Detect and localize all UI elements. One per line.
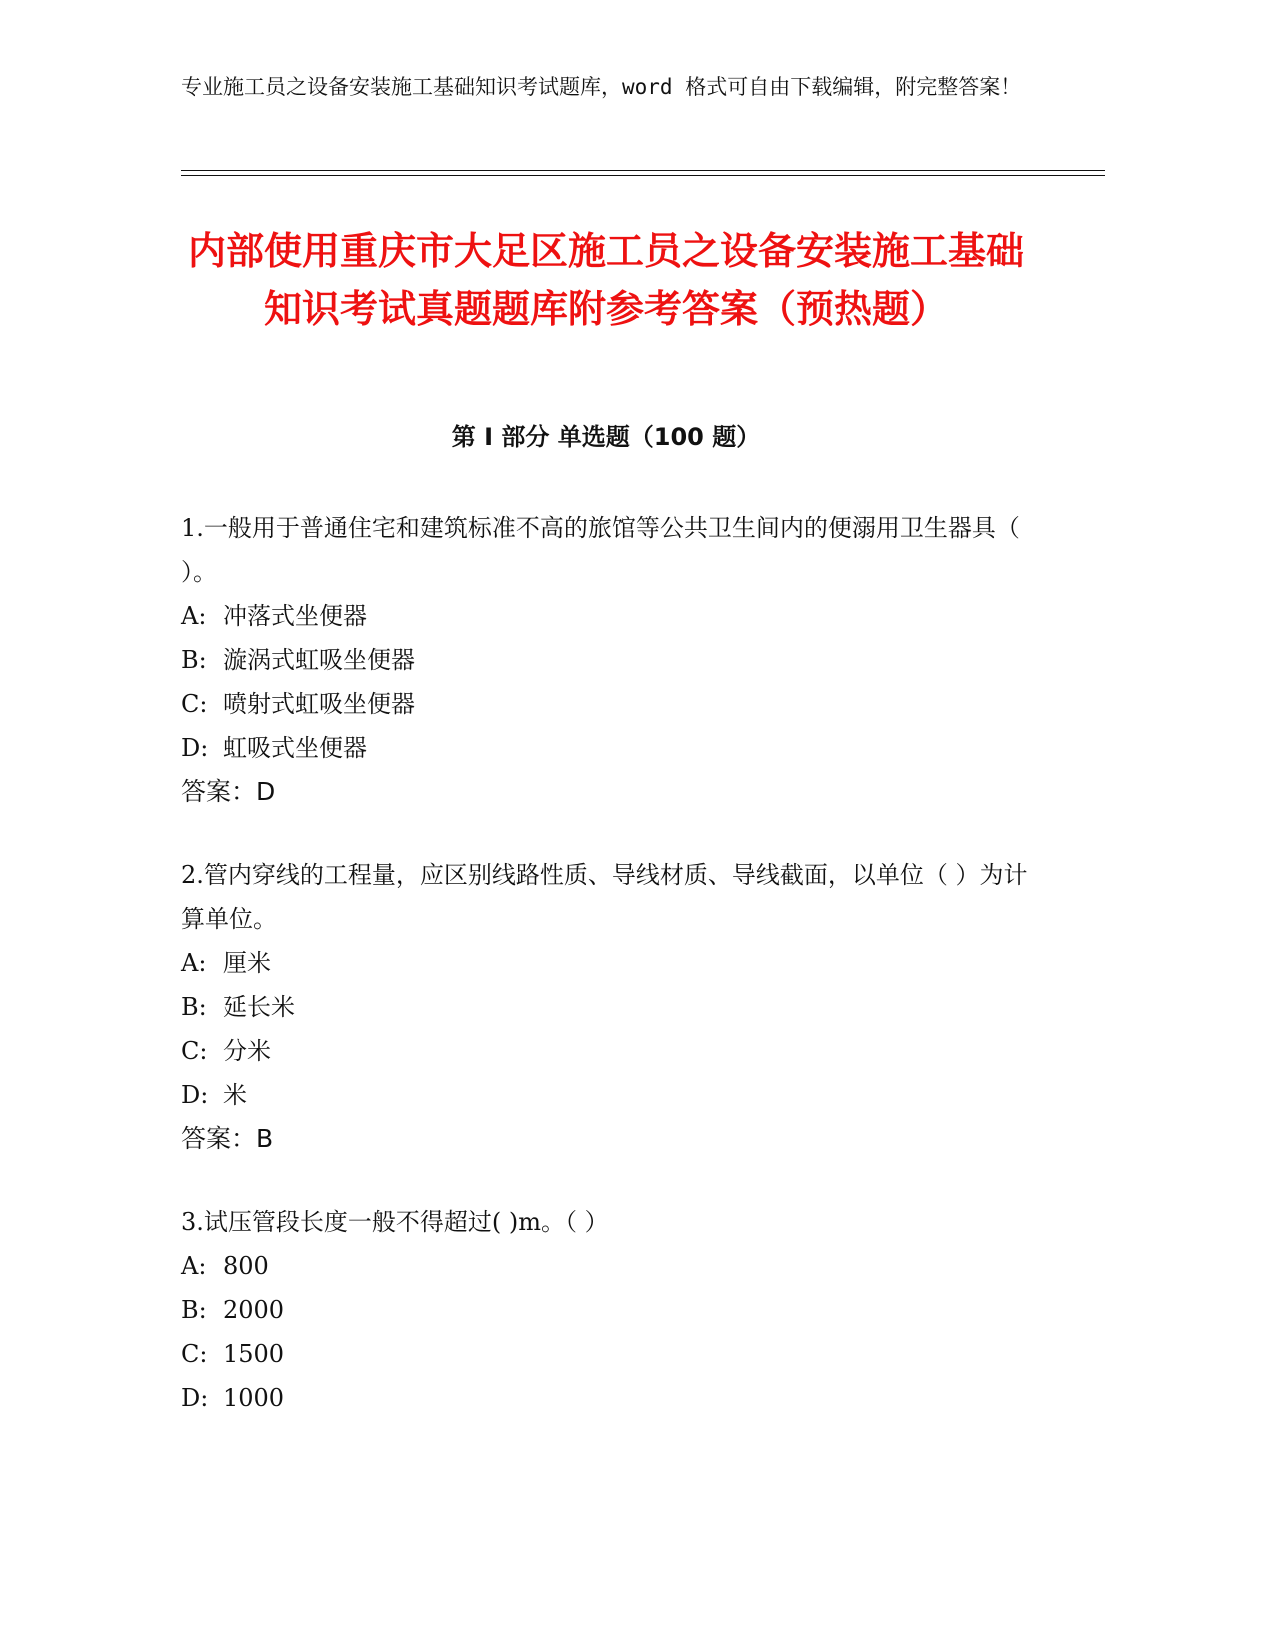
option-text: 分米 [223,1037,271,1065]
option-text: 漩涡式虹吸坐便器 [223,646,415,674]
question-3 [181,1200,1031,1420]
option-text: 冲落式坐便器 [223,602,367,630]
document-title: 内部使用重庆市大足区施工员之设备安装施工基础知识考试真题题库附参考答案（预热题） [187,229,1024,331]
option-key: B: [181,1296,207,1324]
answer: 答案：D [181,777,276,806]
option-key: A: [181,602,207,630]
option-key: A: [181,949,207,977]
option-text: 虹吸式坐便器 [223,734,367,762]
header-rule-bottom [181,175,1105,176]
option-text: 1000 [223,1384,285,1412]
option-d [181,726,1031,770]
option-a [181,1244,1031,1288]
question-stem: 2.管内穿线的工程量，应区别线路性质、导线材质、导线截面，以单位（ ）为计算单位。 [181,861,1028,933]
option-c [181,1029,1031,1073]
option-a [181,941,1031,985]
option-text: 延长米 [223,993,295,1021]
option-text: 米 [223,1081,247,1109]
question-2 [181,853,1031,1161]
option-key: C: [181,690,208,718]
section-heading: 第 I 部分 单选题（100 题） [451,423,761,451]
option-key: B: [181,993,207,1021]
answer: 答案：B [181,1124,274,1153]
option-d [181,1073,1031,1117]
option-key: D: [181,1081,209,1109]
option-b [181,1288,1031,1332]
question-stem: 1.一般用于普通住宅和建筑标准不高的旅馆等公共卫生间内的便溺用卫生器具（ ）。 [181,514,1020,586]
option-text: 2000 [223,1296,285,1324]
option-key: A: [181,1252,207,1280]
option-key: D: [181,734,209,762]
option-a [181,594,1031,638]
option-key: B: [181,646,207,674]
option-key: C: [181,1340,208,1368]
option-d [181,1376,1031,1420]
option-text: 喷射式虹吸坐便器 [223,690,415,718]
header-rule-top [181,170,1105,171]
option-b [181,985,1031,1029]
option-c [181,682,1031,726]
option-text: 800 [223,1252,269,1280]
option-text: 厘米 [223,949,271,977]
option-key: D: [181,1384,209,1412]
option-text: 1500 [223,1340,285,1368]
option-key: C: [181,1037,208,1065]
option-b [181,638,1031,682]
option-c [181,1332,1031,1376]
question-1 [181,506,1031,814]
question-stem: 3.试压管段长度一般不得超过( )m。（ ） [181,1208,609,1236]
document-intro: 专业施工员之设备安装施工基础知识考试题库，word 格式可自由下载编辑，附完整答案！ [181,75,1022,99]
